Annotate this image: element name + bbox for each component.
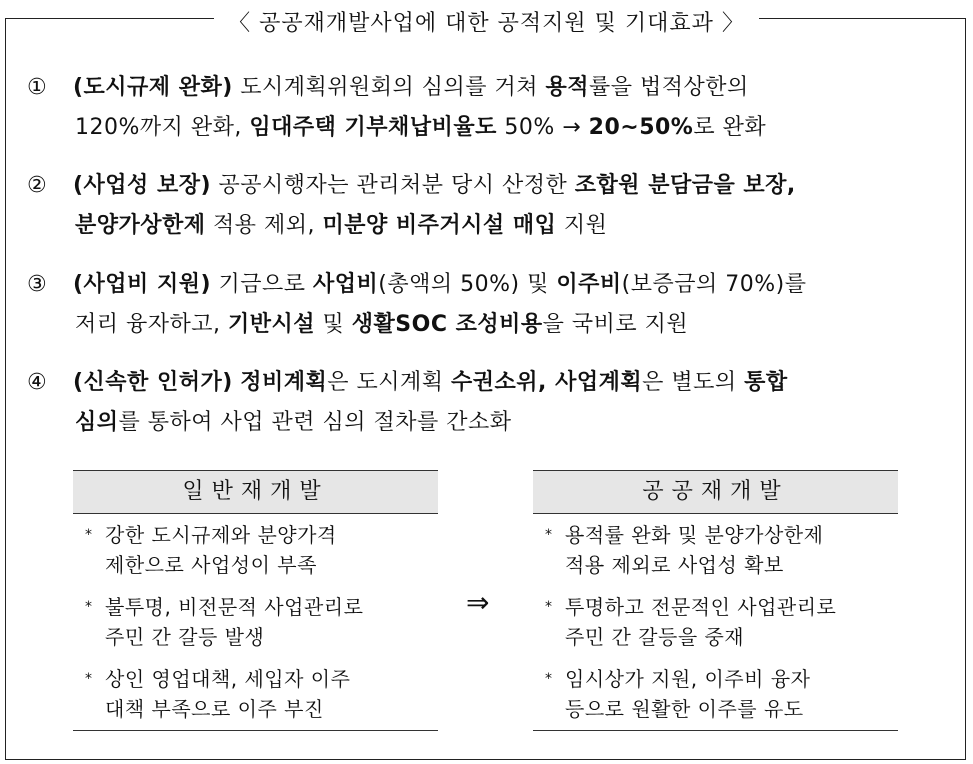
public-redevelopment-box [533, 470, 898, 731]
general-redevelopment-box [73, 470, 438, 731]
list-item: * 강한 도시규제와 분양가격 제한으로 사업성이 부족 [85, 523, 337, 577]
list-item: * 불투명, 비전문적 사업관리로 주민 간 갈등 발생 [85, 595, 364, 649]
public-header: 공공재개발 [533, 470, 898, 514]
item-3: ③ (사업비 지원) 기금으로 사업비(총액의 50%) 및 이주비(보증금의 70%)를 저리 융자하고, 기반시설 및 생활SOC 조성비용을 국비로 지원 [27, 272, 807, 337]
list-item: * 상인 영업대책, 세입자 이주 대책 부족으로 이주 부진 [85, 667, 351, 721]
item-4: ④ (신속한 인허가) 정비계획은 도시계획 수권소위, 사업계획은 별도의 통합 심의를 통하여 사업 관련 심의 절차를 간소화 [27, 370, 788, 435]
list-item: * 임시상가 지원, 이주비 융자 등으로 원활한 이주를 유도 [545, 667, 811, 721]
list-item: * 용적률 완화 및 분양가상한제 적용 제외로 사업성 확보 [545, 523, 824, 577]
arrow-icon: ⇒ [466, 586, 490, 619]
page-title: 〈 공공재개발사업에 대한 공적지원 및 기대효과 〉 [0, 6, 973, 37]
item-2: ② (사업성 보장) 공공시행자는 관리처분 당시 산정한 조합원 분담금을 보장, 분양가상한제 적용 제외, 미분양 비주거시설 매입 지원 [27, 173, 796, 238]
list-item: * 투명하고 전문적인 사업관리로 주민 간 갈등을 중재 [545, 595, 837, 649]
item-1: ① (도시규제 완화) 도시계획위원회의 심의를 거쳐 용적률을 법적상한의 120%까지 완화, 임대주택 기부채납비율도 50% → 20~50%로 완화 [27, 75, 767, 140]
general-header: 일반재개발 [73, 470, 438, 514]
